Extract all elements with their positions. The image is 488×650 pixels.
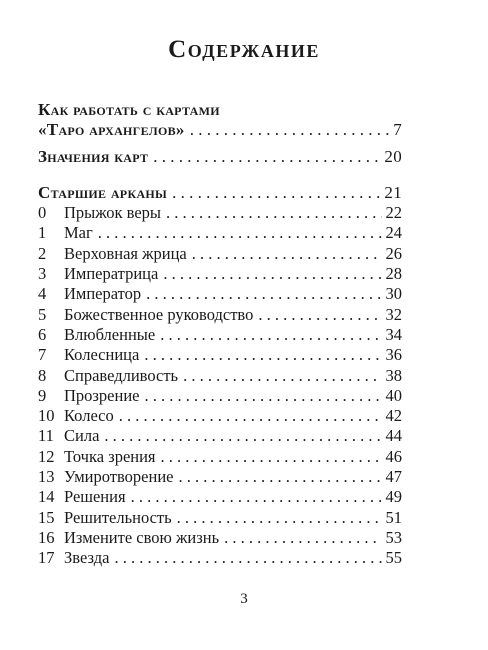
dot-leader bbox=[161, 447, 382, 467]
toc-page-number: 20 bbox=[384, 146, 402, 166]
toc-page-number: 7 bbox=[393, 120, 402, 140]
toc-card-number: 15 bbox=[38, 507, 55, 527]
toc-card-number: 14 bbox=[38, 487, 55, 507]
toc-card-number: 9 bbox=[38, 385, 47, 405]
toc-entry-card[interactable] bbox=[38, 406, 402, 426]
toc-entry-card[interactable] bbox=[38, 487, 402, 507]
toc-page-number: 47 bbox=[385, 467, 402, 487]
toc-page-number: 51 bbox=[385, 507, 402, 527]
toc-entry-card[interactable] bbox=[38, 548, 402, 568]
toc-entry-card[interactable] bbox=[38, 508, 402, 528]
dot-leader bbox=[178, 467, 381, 487]
dot-leader bbox=[172, 183, 380, 203]
toc-entry-label: Справедливость bbox=[64, 365, 179, 385]
toc-entry-card[interactable] bbox=[38, 203, 402, 223]
toc-entry-label: Колесница bbox=[64, 345, 140, 365]
toc-entry-card[interactable] bbox=[38, 223, 402, 243]
folio-page-number: 3 bbox=[240, 591, 248, 607]
toc-entry-card[interactable] bbox=[38, 467, 402, 487]
dot-leader bbox=[153, 147, 380, 167]
toc-card-number: 4 bbox=[38, 284, 47, 304]
dot-leader bbox=[258, 305, 381, 325]
card-list bbox=[38, 203, 402, 568]
toc-entry-card[interactable] bbox=[38, 366, 402, 386]
toc-page-number: 49 bbox=[385, 487, 402, 507]
dot-leader bbox=[190, 120, 389, 140]
toc-page-number: 22 bbox=[385, 203, 402, 223]
toc-page-number: 21 bbox=[384, 182, 402, 202]
toc-entry-label: Значения карт bbox=[38, 146, 149, 166]
toc-page-number: 34 bbox=[385, 324, 402, 344]
toc-entry-label: Измените свою жизнь bbox=[64, 527, 220, 547]
dot-leader bbox=[119, 406, 382, 426]
toc-entry-label: Умиротворение bbox=[64, 467, 174, 487]
toc-page-number: 24 bbox=[385, 223, 402, 243]
toc-entry-intro-line1[interactable] bbox=[38, 100, 402, 120]
toc-page-number: 30 bbox=[385, 284, 402, 304]
toc-card-number: 17 bbox=[38, 548, 55, 568]
toc-entry-card[interactable] bbox=[38, 284, 402, 304]
toc-page-number: 38 bbox=[385, 365, 402, 385]
toc-card-number: 7 bbox=[38, 345, 47, 365]
dot-leader bbox=[160, 325, 381, 345]
toc-entry-label: Прыжок веры bbox=[64, 203, 161, 223]
toc-entry-label: Сила bbox=[64, 426, 100, 446]
dot-leader bbox=[131, 487, 382, 507]
toc-entry-label: Звезда bbox=[64, 548, 110, 568]
toc-card-number: 13 bbox=[38, 467, 55, 487]
toc-entry-label: Старшие арканы bbox=[38, 182, 168, 202]
toc-page-number: 26 bbox=[385, 243, 402, 263]
toc-page-number: 55 bbox=[385, 548, 402, 568]
toc-entry-label: Императрица bbox=[64, 264, 159, 284]
toc-entry-card[interactable] bbox=[38, 244, 402, 264]
toc-card-number: 16 bbox=[38, 527, 55, 547]
toc-entry-label: Божественное руководство bbox=[64, 304, 254, 324]
toc-card-number: 2 bbox=[38, 243, 47, 263]
table-of-contents bbox=[38, 100, 402, 569]
toc-entry-label: Маг bbox=[64, 223, 93, 243]
toc-entry-label: «Таро архангелов» bbox=[38, 120, 185, 140]
dot-leader bbox=[183, 366, 381, 386]
toc-entry-card[interactable] bbox=[38, 325, 402, 345]
toc-page-number: 46 bbox=[385, 446, 402, 466]
dot-leader bbox=[114, 548, 381, 568]
toc-card-number: 8 bbox=[38, 365, 47, 385]
toc-entry-intro[interactable] bbox=[38, 120, 402, 140]
toc-page-number: 42 bbox=[385, 406, 402, 426]
dot-leader bbox=[144, 345, 381, 365]
toc-card-number: 12 bbox=[38, 446, 55, 466]
toc-entry-card[interactable] bbox=[38, 264, 402, 284]
toc-entry-card[interactable] bbox=[38, 386, 402, 406]
toc-entry-label: Решительность bbox=[64, 507, 172, 527]
contents-heading: Содержание bbox=[168, 36, 320, 63]
toc-page-number: 53 bbox=[385, 527, 402, 547]
toc-entry-label: Точка зрения bbox=[64, 446, 156, 466]
toc-page-number: 44 bbox=[385, 426, 402, 446]
toc-page-number: 28 bbox=[385, 264, 402, 284]
toc-entry-label: Прозрение bbox=[64, 385, 140, 405]
dot-leader bbox=[192, 244, 382, 264]
toc-entry-card[interactable] bbox=[38, 305, 402, 325]
toc-page-number: 40 bbox=[385, 385, 402, 405]
toc-entry-major-arcana[interactable] bbox=[38, 183, 402, 203]
dot-leader bbox=[98, 223, 382, 243]
toc-entry-meanings[interactable] bbox=[38, 147, 402, 167]
dot-leader bbox=[146, 284, 381, 304]
toc-entry-card[interactable] bbox=[38, 426, 402, 446]
toc-entry-label: Как работать с картами bbox=[38, 100, 220, 119]
dot-leader bbox=[163, 264, 381, 284]
toc-card-number: 11 bbox=[38, 426, 54, 446]
toc-card-number: 6 bbox=[38, 324, 47, 344]
toc-card-number: 10 bbox=[38, 406, 55, 426]
dot-leader bbox=[224, 528, 381, 548]
toc-entry-card[interactable] bbox=[38, 345, 402, 365]
dot-leader bbox=[145, 386, 382, 406]
dot-leader bbox=[177, 508, 382, 528]
toc-card-number: 3 bbox=[38, 264, 47, 284]
toc-entry-card[interactable] bbox=[38, 447, 402, 467]
dot-leader bbox=[166, 203, 382, 223]
toc-card-number: 1 bbox=[38, 223, 47, 243]
toc-entry-label: Решения bbox=[64, 487, 126, 507]
toc-entry-label: Влюбленные bbox=[64, 324, 156, 344]
toc-entry-label: Император bbox=[64, 284, 142, 304]
toc-card-number: 5 bbox=[38, 304, 47, 324]
dot-leader bbox=[104, 426, 381, 446]
toc-entry-label: Верховная жрица bbox=[64, 243, 187, 263]
toc-entry-card[interactable] bbox=[38, 528, 402, 548]
toc-card-number: 0 bbox=[38, 203, 47, 223]
toc-page-number: 36 bbox=[385, 345, 402, 365]
toc-entry-label: Колесо bbox=[64, 406, 114, 426]
toc-page-number: 32 bbox=[385, 304, 402, 324]
